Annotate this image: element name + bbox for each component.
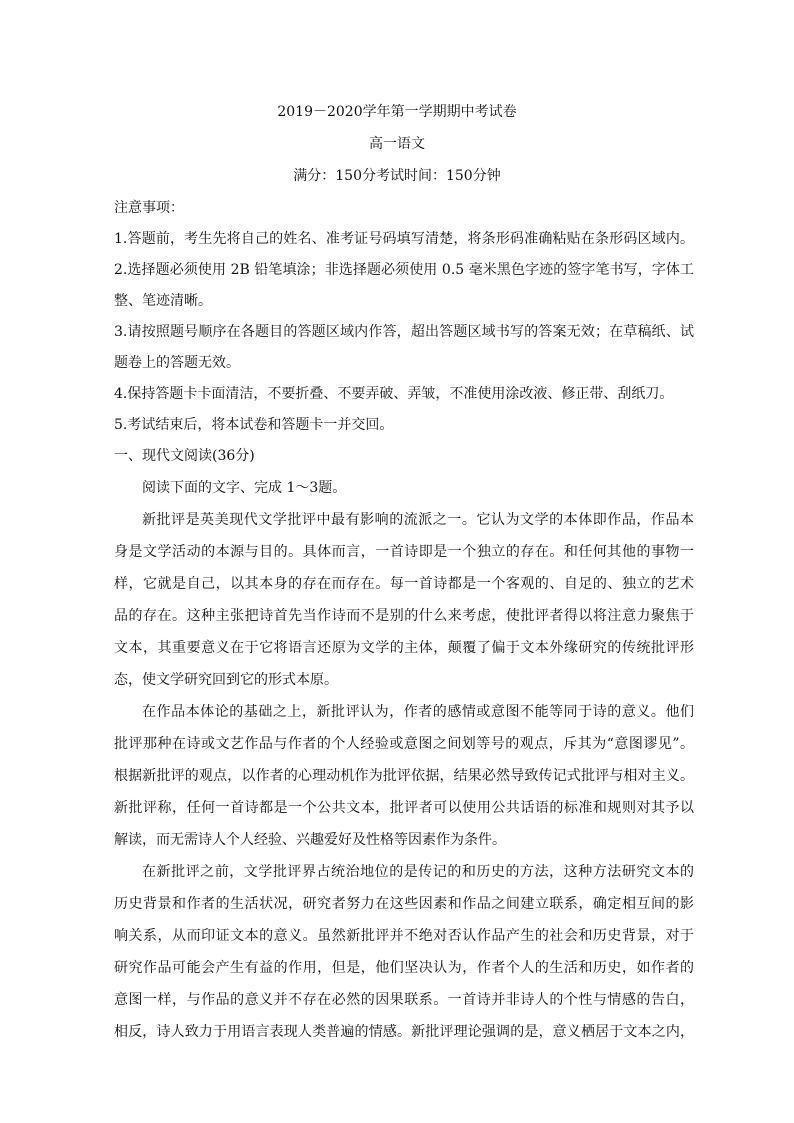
notice-heading: 注意事项： xyxy=(114,200,184,216)
paragraph-3-line-5: 意图一样，与作品的意义并不存在必然的因果联系。一首诗并非诗人的个性与情感的告白， xyxy=(114,992,694,1008)
paragraph-2-line-5: 解读，而无需诗人个人经验、兴趣爱好及性格等因素作为条件。 xyxy=(114,832,506,848)
notice-line-3: 3.请按照题号顺序在各题目的答题区域内作答，超出答题区域书写的答案无效；在草稿纸、试 xyxy=(114,324,694,340)
notice-line-2: 2.选择题必须使用 2B 铅笔填涂；非选择题必须使用 0.5 毫米黑色字迹的签字笔书写，字体工 xyxy=(114,262,694,278)
exam-subject: 高一语文 xyxy=(369,136,425,152)
paragraph-1-line-6: 态，使文学研究回到它的形式本原。 xyxy=(114,672,338,688)
paragraph-3-line-2: 历史背景和作者的生活状况，研究者努力在这些因素和作品之间建立联系，确定相互间的影 xyxy=(114,896,694,912)
notice-line-1: 1.答题前，考生先将自己的姓名、准考证号码填写清楚，将条形码准确粘贴在条形码区域内。 xyxy=(114,231,694,247)
notice-line-5: 5.考试结束后，将本试卷和答题卡一并交回。 xyxy=(114,417,394,433)
paragraph-3-line-4: 研究作品可能会产生有益的作用，但是，他们坚决认为，作者个人的生活和历史，如作者的 xyxy=(114,960,694,976)
paragraph-3-line-1: 在新批评之前，文学批评界占统治地位的是传记的和历史的方法，这种方法研究文本的 xyxy=(142,864,694,880)
paragraph-3-line-6: 相反，诗人致力于用语言表现人类普遍的情感。新批评理论强调的是，意义栖居于文本之内， xyxy=(114,1024,694,1040)
paragraph-1-line-3: 样，它就是自己，以其本身的存在而存在。每一首诗都是一个客观的、自足的、独立的艺术 xyxy=(114,576,694,592)
score-and-time: 满分：150分考试时间：150分钟 xyxy=(293,168,501,184)
section-heading: 一、现代文阅读(36分) xyxy=(114,448,255,464)
paragraph-1-line-5: 文本，其重要意义在于它将语言还原为文学的主体，颠覆了偏于文本外缘研究的传统批评形 xyxy=(114,640,694,656)
notice-line-2-cont: 整、笔迹清晰。 xyxy=(114,293,212,309)
paragraph-1-line-4: 品的存在。这种主张把诗首先当作诗而不是别的什么来考虑，使批评者得以将注意力聚焦于 xyxy=(114,608,694,624)
paragraph-2-line-3: 根据新批评的观点，以作者的心理动机作为批评依据，结果必然导致传记式批评与相对主义。 xyxy=(114,768,694,784)
section-instruction: 阅读下面的文字、完成 1～3题。 xyxy=(142,480,347,496)
paragraph-2-line-2: 批评那种在诗或文艺作品与作者的个人经验或意图之间划等号的观点，斥其为“意图谬见”。 xyxy=(114,736,694,752)
notice-line-4: 4.保持答题卡卡面清洁，不要折叠、不要弄破、弄皱，不准使用涂改液、修正带、刮纸刀。 xyxy=(114,386,674,402)
notice-line-3-cont: 题卷上的答题无效。 xyxy=(114,355,240,371)
paragraph-2-line-1: 在作品本体论的基础之上，新批评认为，作者的感情或意图不能等同于诗的意义。他们 xyxy=(142,704,694,720)
paragraph-1-line-1: 新批评是英美现代文学批评中最有影响的流派之一。它认为文学的本体即作品，作品本 xyxy=(142,512,694,528)
paragraph-3-line-3: 响关系，从而印证文本的意义。虽然新批评并不绝对否认作品产生的社会和历史背景，对于 xyxy=(114,928,694,944)
exam-title: 2019－2020学年第一学期期中考试卷 xyxy=(277,104,517,120)
paragraph-2-line-4: 新批评称，任何一首诗都是一个公共文本，批评者可以使用公共话语的标准和规则对其予以 xyxy=(114,800,694,816)
paragraph-1-line-2: 身是文学活动的本源与目的。具体而言，一首诗即是一个独立的存在。和任何其他的事物一 xyxy=(114,544,694,560)
